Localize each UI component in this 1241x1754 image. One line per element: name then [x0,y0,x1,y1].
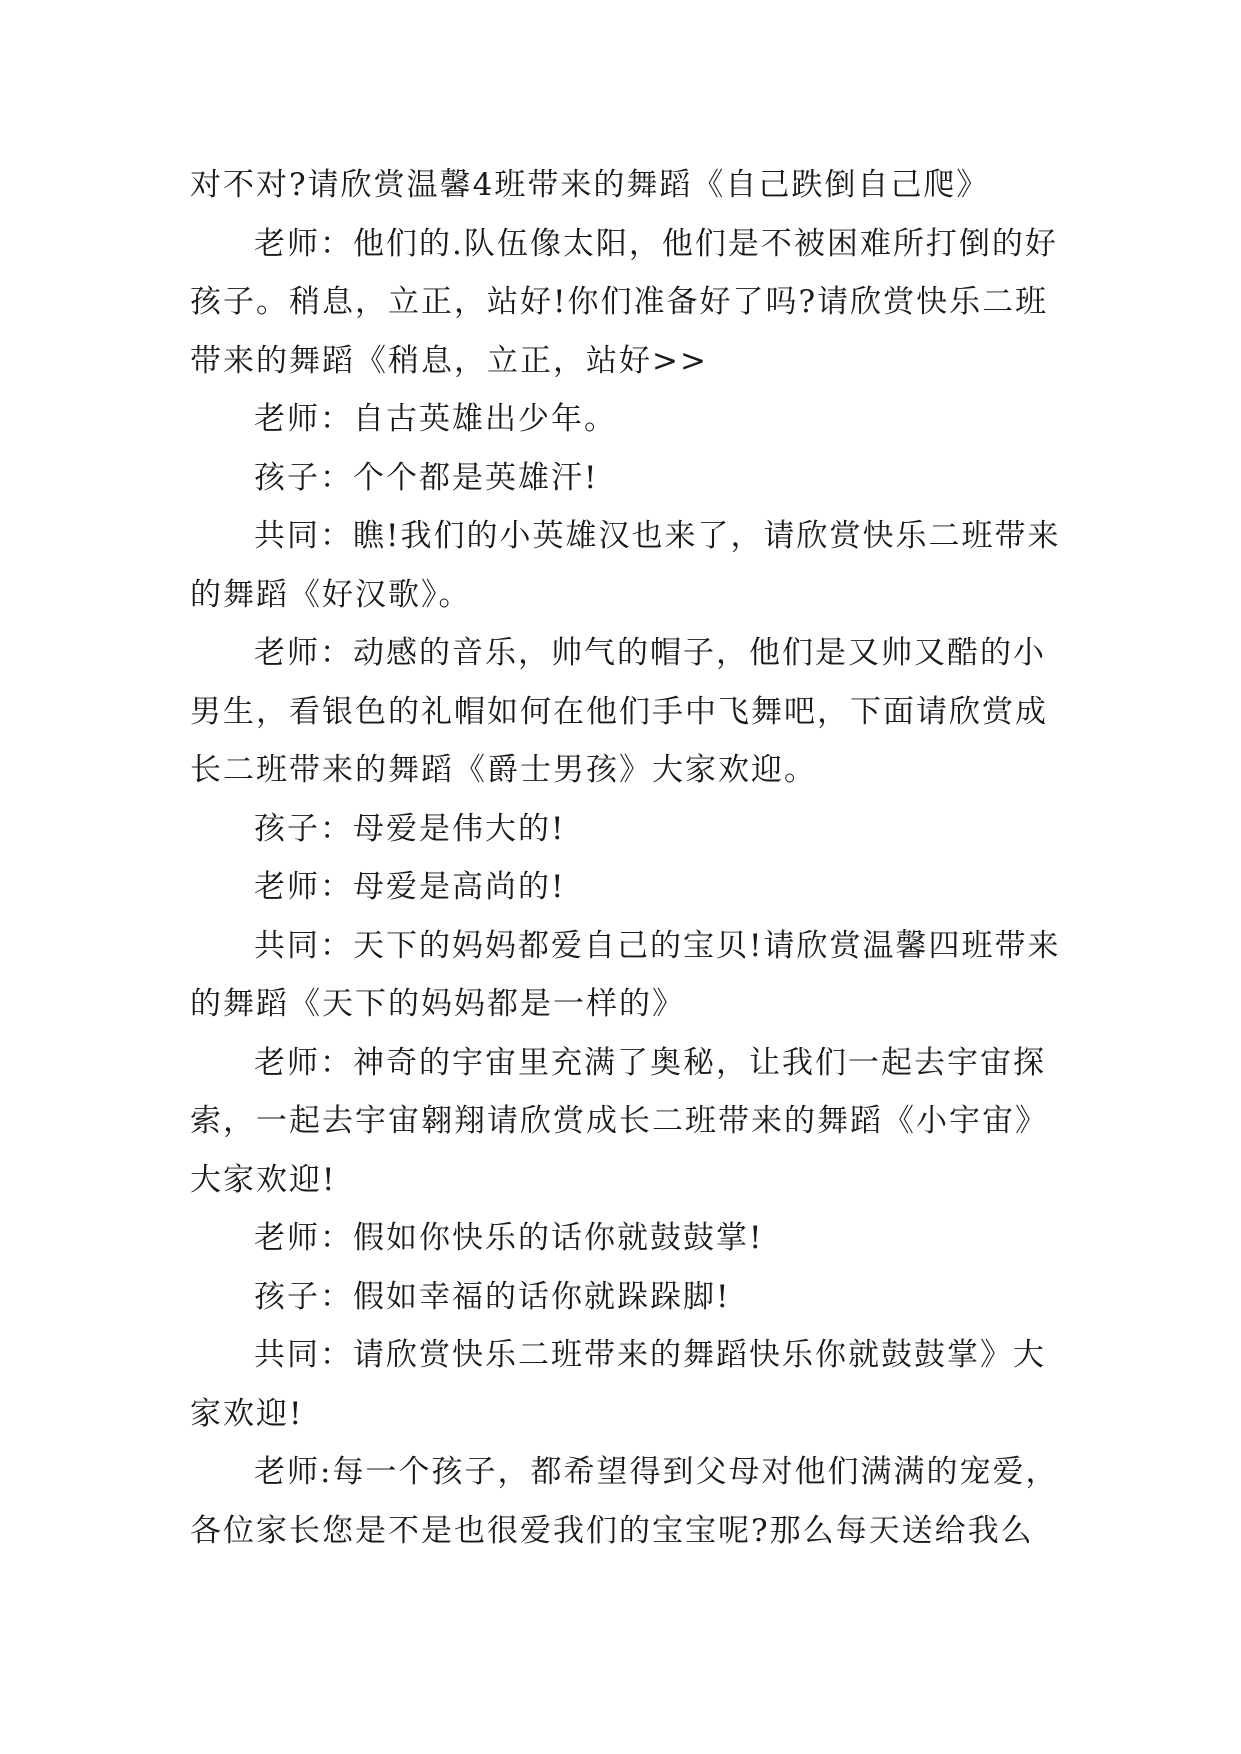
paragraph: 老师：自古英雄出少年。 [254,401,617,437]
paragraph: 老师：假如你快乐的话你就鼓鼓掌! [254,1220,764,1256]
paragraph: 老师：神奇的宇宙里充满了奥秘，让我们一起去宇宙探索，一起去宇宙翱翔请欣赏成长二班带来的舞蹈《小宇宙》大家欢迎! [190,1044,1048,1198]
paragraph: 共同：请欣赏快乐二班带来的舞蹈快乐你就鼓鼓掌》大家欢迎! [190,1337,1046,1432]
paragraph: 共同：天下的妈妈都爱自己的宝贝!请欣赏温馨四班带来的舞蹈《天下的妈妈都是一样的》 [190,927,1061,1022]
paragraph: 老师：动感的音乐，帅气的帽子，他们是又帅又酷的小男生，看银色的礼帽如何在他们手中飞舞吧，下面请欣赏成长二班带来的舞蹈《爵士男孩》大家欢迎。 [190,635,1048,788]
paragraph: 老师：他们的.队伍像太阳，他们是不被困难所打倒的好孩子。稍息，立正，站好!你们准备好了吗?请欣赏快乐二班带来的舞蹈《稍息，立正，站好>> [190,225,1058,379]
paragraph: 老师:每一个孩子，都希望得到父母对他们满满的宠爱，各位家长您是不是也很爱我们的宝宝呢?那么每天送给我么 [190,1454,1059,1549]
paragraph: 共同：瞧!我们的小英雄汉也来了，请欣赏快乐二班带来的舞蹈《好汉歌》。 [190,518,1061,613]
paragraph: 孩子：假如幸福的话你就跺跺脚! [254,1278,731,1315]
paragraph: 老师：母爱是高尚的! [254,869,566,905]
paragraph: 孩子：个个都是英雄汗! [254,459,599,496]
paragraph: 对不对?请欣赏温馨4班带来的舞蹈《自己跌倒自己爬》 [190,167,990,203]
paragraph: 孩子：母爱是伟大的! [254,810,566,847]
document-body [190,156,1070,1560]
